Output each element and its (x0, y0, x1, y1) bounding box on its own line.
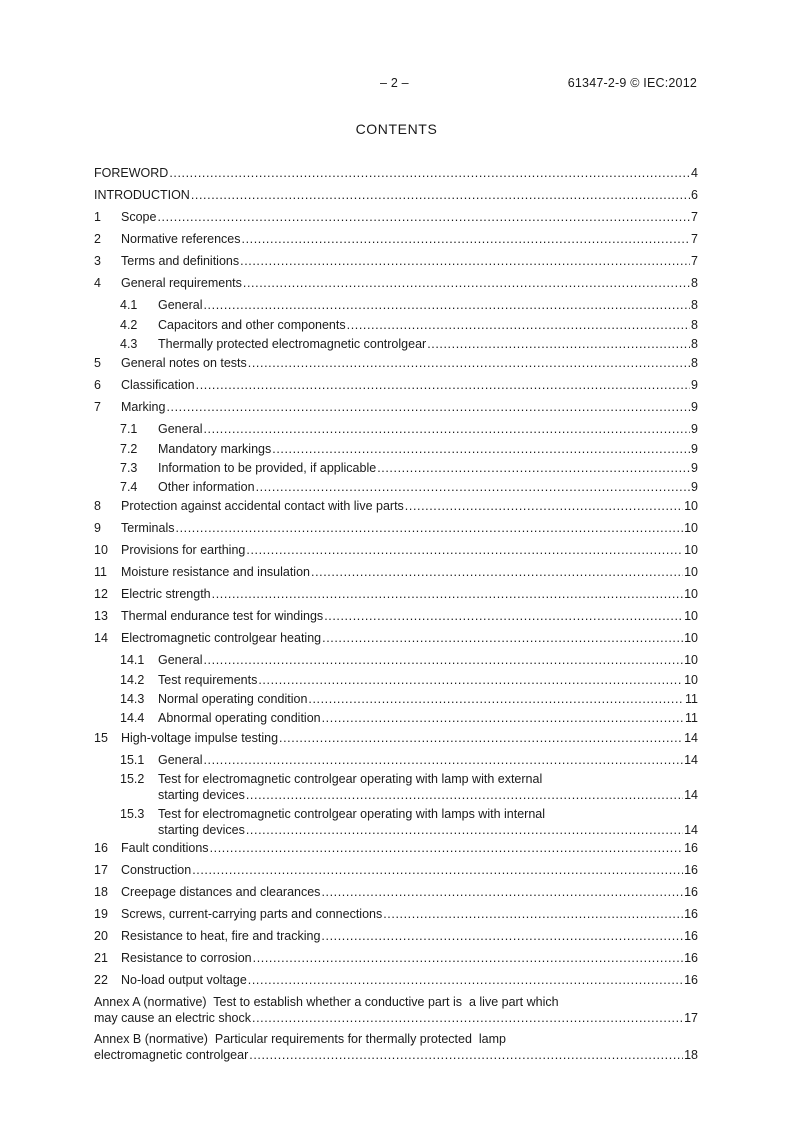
toc-entry-introduction[interactable]: INTRODUCTION ..... 6 (94, 187, 698, 203)
toc-entry-20[interactable]: 20 Resistance to heat, fire and tracking ..... 16 (94, 928, 698, 944)
toc-entry-19[interactable]: 19 Screws, current-carrying parts and connections ..... 16 (94, 906, 698, 922)
toc-entry-11[interactable]: 11 Moisture resistance and insulation ..... 10 (94, 564, 698, 580)
toc-entry-14-4[interactable]: 14.4 Abnormal operating condition ..... 11 (120, 710, 698, 726)
toc-entry-5[interactable]: 5 General notes on tests ..... 8 (94, 355, 698, 371)
toc-entry-14[interactable]: 14 Electromagnetic controlgear heating ..... 10 (94, 630, 698, 646)
toc-entry-foreword[interactable]: FOREWORD ..... 4 (94, 165, 698, 181)
toc-entry-14-1[interactable]: 14.1 General ..... 10 (120, 652, 698, 668)
toc-entry-15-2[interactable]: 15.2 Test for electromagnetic controlgear operating with lamp with external starting devices ..... 14 (120, 771, 698, 803)
toc-entry-17[interactable]: 17 Construction ..... 16 (94, 862, 698, 878)
toc-entry-13[interactable]: 13 Thermal endurance test for windings ..... 10 (94, 608, 698, 624)
toc-entry-15-3[interactable]: 15.3 Test for electromagnetic controlgear operating with lamps with internal starting devices ..... 14 (120, 806, 698, 838)
toc-entry-14-2[interactable]: 14.2 Test requirements ..... 10 (120, 672, 698, 688)
toc-entry-14-3[interactable]: 14.3 Normal operating condition ..... 11 (120, 691, 698, 707)
toc-entry-7[interactable]: 7 Marking ..... 9 (94, 399, 698, 415)
toc-entry-9[interactable]: 9 Terminals ..... 10 (94, 520, 698, 536)
toc-entry-15[interactable]: 15 High-voltage impulse testing ..... 14 (94, 730, 698, 746)
document-id: 61347-2-9 © IEC:2012 (567, 76, 697, 90)
toc-entry-12[interactable]: 12 Electric strength ..... 10 (94, 586, 698, 602)
toc-entry-4-2[interactable]: 4.2 Capacitors and other components ..... 8 (120, 317, 698, 333)
page-number: – 2 – (380, 76, 409, 90)
toc-entry-7-1[interactable]: 7.1 General ..... 9 (120, 421, 698, 437)
toc-entry-16[interactable]: 16 Fault conditions ..... 16 (94, 840, 698, 856)
toc-entry-annex-a[interactable]: Annex A (normative) Test to establish whether a conductive part is a live part which may cause an electric shock ..... 17 (94, 994, 698, 1026)
toc-entry-22[interactable]: 22 No-load output voltage ..... 16 (94, 972, 698, 988)
toc-entry-7-2[interactable]: 7.2 Mandatory markings ..... 9 (120, 441, 698, 457)
toc-entry-7-3[interactable]: 7.3 Information to be provided, if applicable ..... 9 (120, 460, 698, 476)
toc-entry-10[interactable]: 10 Provisions for earthing ..... 10 (94, 542, 698, 558)
toc-entry-21[interactable]: 21 Resistance to corrosion ..... 16 (94, 950, 698, 966)
toc-entry-7-4[interactable]: 7.4 Other information ..... 9 (120, 479, 698, 495)
page-title: CONTENTS (355, 121, 438, 137)
toc-entry-4-1[interactable]: 4.1 General ..... 8 (120, 297, 698, 313)
toc-entry-1[interactable]: 1 Scope ..... 7 (94, 209, 698, 225)
toc-entry-8[interactable]: 8 Protection against accidental contact with live parts ..... 10 (94, 498, 698, 514)
toc-entry-2[interactable]: 2 Normative references ..... 7 (94, 231, 698, 247)
toc-entry-annex-b[interactable]: Annex B (normative) Particular requirements for thermally protected lamp electromagnetic controlgear ..... 18 (94, 1031, 698, 1063)
toc-entry-3[interactable]: 3 Terms and definitions ..... 7 (94, 253, 698, 269)
toc-entry-4[interactable]: 4 General requirements ..... 8 (94, 275, 698, 291)
toc-entry-18[interactable]: 18 Creepage distances and clearances ..... 16 (94, 884, 698, 900)
toc-entry-4-3[interactable]: 4.3 Thermally protected electromagnetic controlgear ..... 8 (120, 336, 698, 352)
toc-entry-6[interactable]: 6 Classification ..... 9 (94, 377, 698, 393)
toc-entry-15-1[interactable]: 15.1 General ..... 14 (120, 752, 698, 768)
